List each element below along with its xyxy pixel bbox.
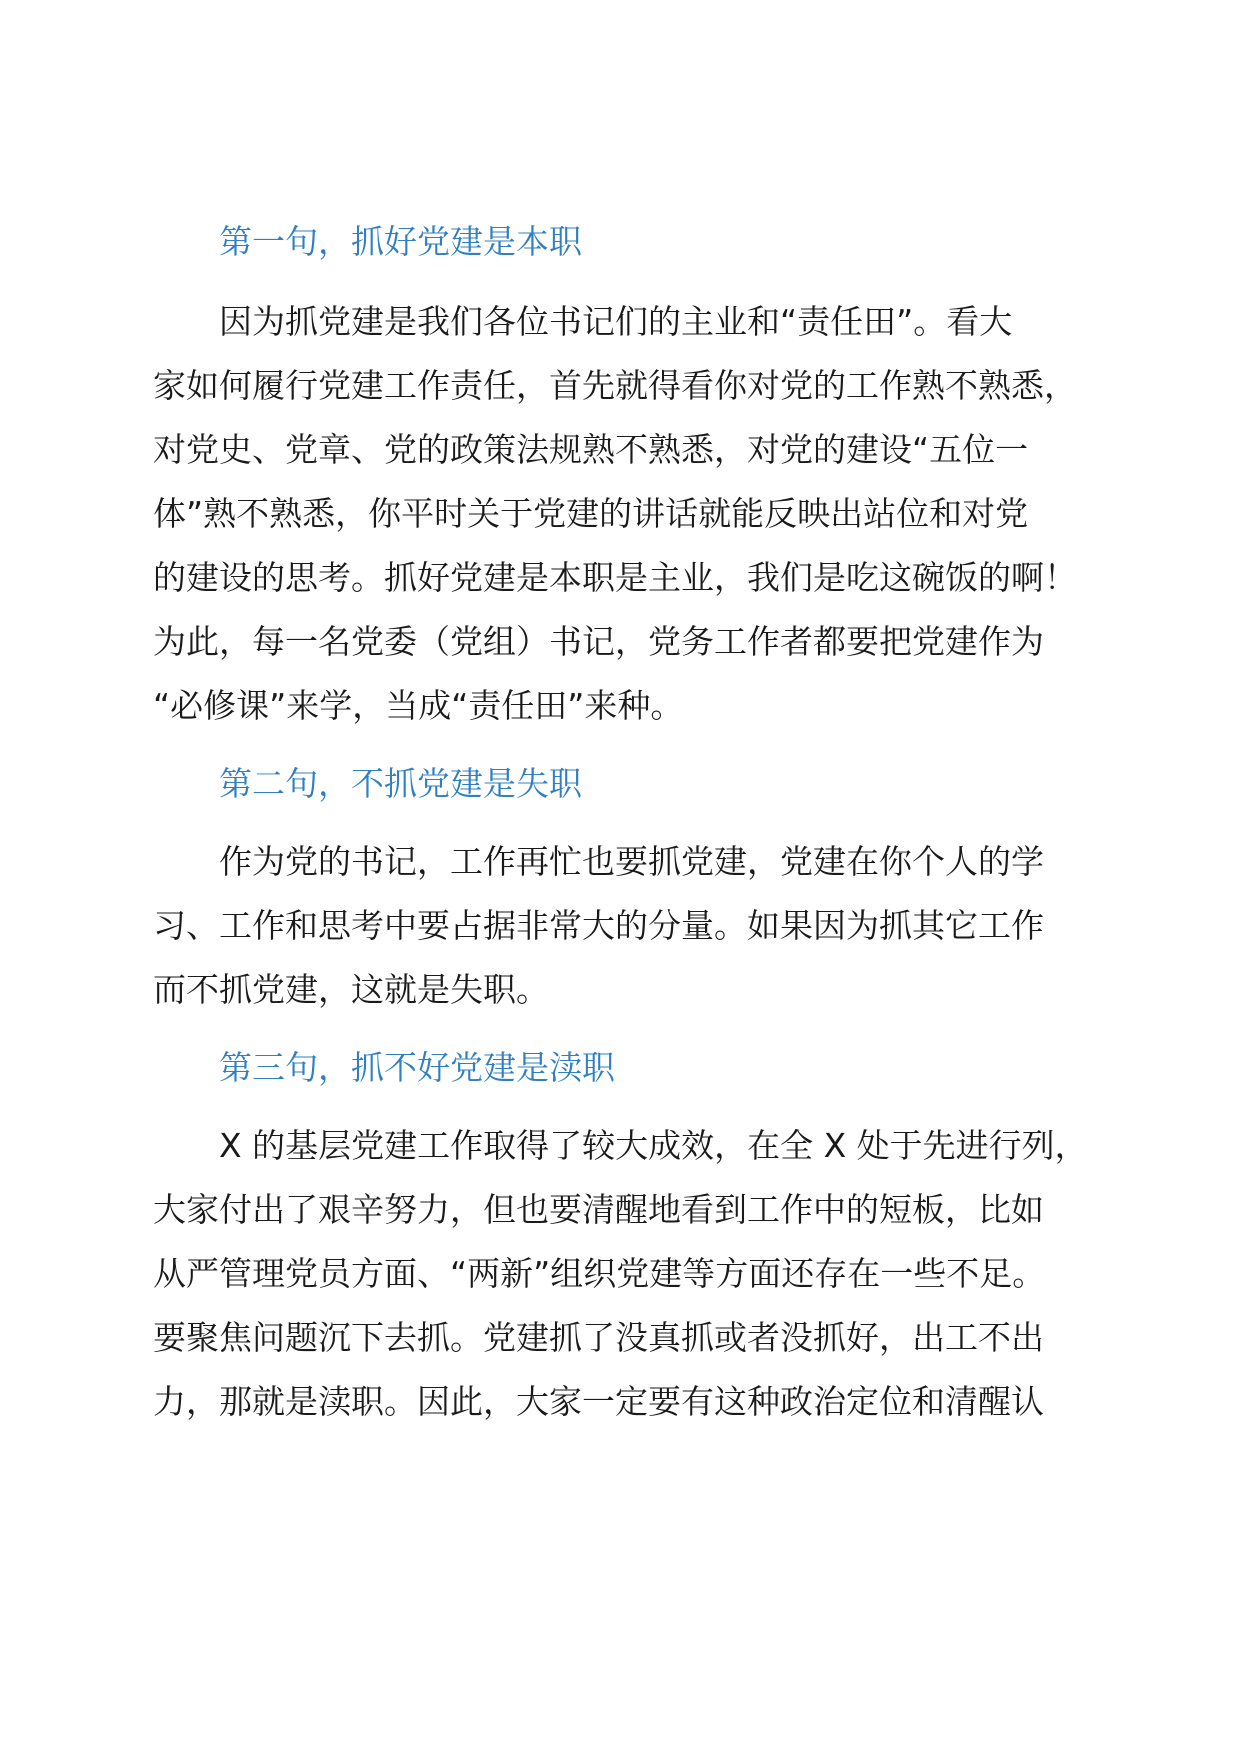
text-line: 的建设的思考。抓好党建是本职是主业，我们是吃这碗饭的啊！ — [153, 558, 1077, 597]
section-heading: 第一句，抓好党建是本职 — [219, 222, 582, 261]
section-3 — [153, 1036, 1115, 1434]
document-body — [153, 210, 1115, 1434]
text-line: 体”熟不熟悉，你平时关于党建的讲话就能反映出站位和对党 — [153, 494, 1029, 533]
section-paragraph — [153, 290, 1115, 738]
section-paragraph — [153, 830, 1115, 1022]
text-line: 习、工作和思考中要占据非常大的分量。如果因为抓其它工作 — [153, 906, 1044, 945]
text-line: 从严管理党员方面、“两新”组织党建等方面还存在一些不足。 — [153, 1254, 1046, 1293]
text-line: 作为党的书记，工作再忙也要抓党建，党建在你个人的学 — [219, 842, 1044, 881]
section-paragraph — [153, 1114, 1115, 1434]
text-line: 而不抓党建，这就是失职。 — [153, 970, 549, 1009]
section-2 — [153, 752, 1115, 1022]
section-heading: 第三句，抓不好党建是渎职 — [219, 1048, 615, 1087]
text-line: 对党史、党章、党的政策法规熟不熟悉，对党的建设“五位一 — [153, 430, 1029, 469]
text-line: 因为抓党建是我们各位书记们的主业和“责任田”。看大 — [219, 302, 1013, 341]
text-line: 力，那就是渎职。因此，大家一定要有这种政治定位和清醒认 — [153, 1382, 1044, 1421]
text-line: X 的基层党建工作取得了较大成效，在全 X 处于先进行列， — [219, 1126, 1088, 1165]
text-line: 要聚焦问题沉下去抓。党建抓了没真抓或者没抓好，出工不出 — [153, 1318, 1044, 1357]
text-line: 为此，每一名党委（党组）书记，党务工作者都要把党建作为 — [153, 622, 1044, 661]
text-line: 家如何履行党建工作责任，首先就得看你对党的工作熟不熟悉， — [153, 366, 1077, 405]
section-heading: 第二句，不抓党建是失职 — [219, 764, 582, 803]
text-line: 大家付出了艰辛努力，但也要清醒地看到工作中的短板，比如 — [153, 1190, 1044, 1229]
section-1 — [153, 210, 1115, 738]
text-line: “必修课”来学，当成“责任田”来种。 — [153, 686, 684, 725]
